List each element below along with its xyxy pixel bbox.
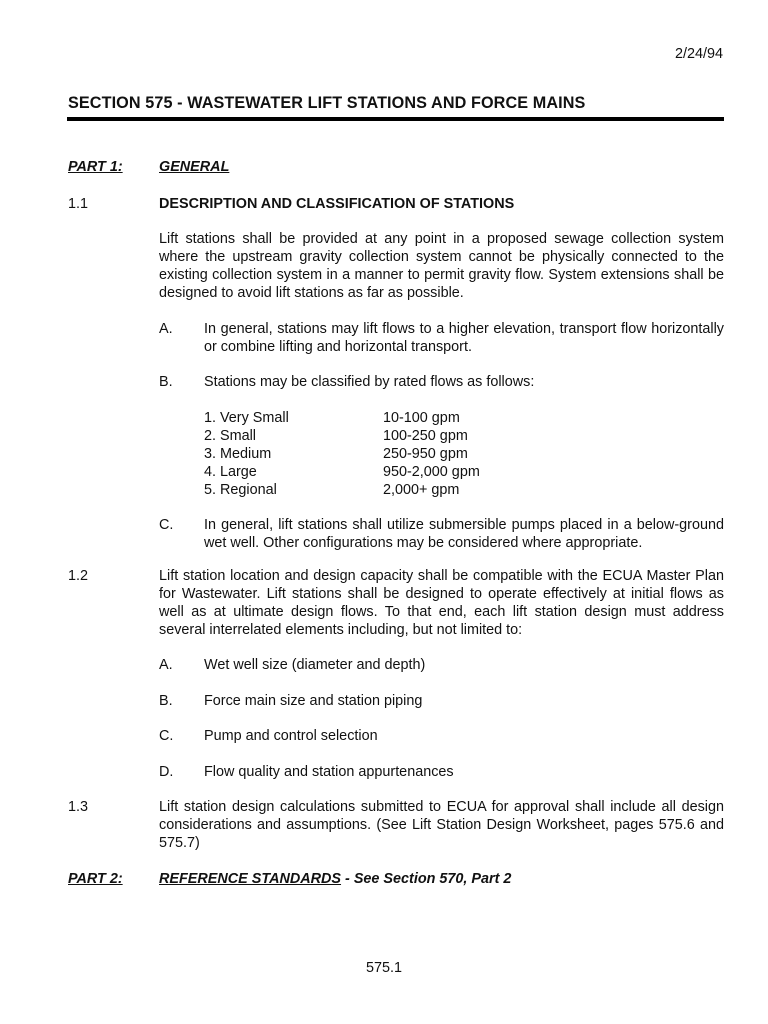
list-item-text: Wet well size (diameter and depth) — [204, 657, 426, 673]
classification-row — [204, 427, 480, 445]
class-flow: 250-950 gpm — [383, 446, 468, 462]
section-1-1-paragraph: Lift stations shall be provided at any point in a proposed sewage collection system where the upstream gravity collection system cannot be physically connected to the existing collection system in a manner to permit gravity flow. System extensions shall be designed to avoid lift stations as far as possible. — [159, 231, 724, 301]
item-a-text: In general, stations may lift flows to a higher elevation, transport flow horizontally or combine lifting and horizontal transport. — [204, 321, 724, 355]
page-number: 575.1 — [365, 960, 402, 976]
item-a-letter: A. — [159, 321, 173, 337]
section-1-1-number: 1.1 — [68, 196, 89, 212]
part-2-heading — [68, 870, 511, 888]
list-item-text: Flow quality and station appurtenances — [204, 764, 454, 780]
item-b-letter: B. — [159, 374, 173, 390]
class-name: 2. Small — [204, 428, 256, 444]
part-2-reference: - See Section 570, Part 2 — [341, 871, 512, 887]
section-1-2-number: 1.2 — [68, 568, 89, 584]
item-c-text: In general, lift stations shall utilize submersible pumps placed in a below-ground wet well. Other configurations may be considered where appropriate. — [204, 517, 724, 551]
part-2-title: REFERENCE STANDARDS — [159, 871, 342, 887]
list-item-letter: C. — [159, 728, 174, 744]
section-title: SECTION 575 - WASTEWATER LIFT STATIONS AND FORCE MAINS — [68, 94, 586, 112]
classification-row — [204, 481, 480, 499]
list-item-text: Force main size and station piping — [204, 693, 423, 709]
part-2-label: PART 2: — [68, 871, 123, 887]
class-name: 5. Regional — [204, 482, 277, 498]
station-classification-table — [204, 409, 480, 499]
class-flow: 2,000+ gpm — [383, 482, 460, 498]
classification-row — [204, 463, 480, 481]
section-1-2-paragraph: Lift station location and design capacity shall be compatible with the ECUA Master Plan for Wastewater. Lift stations shall be designed to operate effectively at initial flows as well as at ultimate design flows. To that end, each lift station design must address several interrelated elements including, but not limited to: — [159, 568, 724, 638]
class-flow: 10-100 gpm — [383, 410, 460, 426]
part-1-heading — [68, 158, 229, 176]
part-1-title: GENERAL — [159, 159, 230, 175]
list-item-letter: D. — [159, 764, 174, 780]
section-1-1-heading: DESCRIPTION AND CLASSIFICATION OF STATIONS — [159, 196, 515, 212]
list-item-text: Pump and control selection — [204, 728, 378, 744]
title-rule — [67, 117, 724, 121]
list-item-letter: A. — [159, 657, 173, 673]
classification-row — [204, 409, 480, 427]
document-date: 2/24/94 — [674, 46, 723, 62]
item-c-letter: C. — [159, 517, 174, 533]
section-1-3-number: 1.3 — [68, 799, 89, 815]
section-1-3-paragraph: Lift station design calculations submitted to ECUA for approval shall include all design considerations and assumptions. (See Lift Station Design Worksheet, pages 575.6 and 575.7) — [159, 799, 724, 851]
class-name: 4. Large — [204, 464, 257, 480]
class-flow: 100-250 gpm — [383, 428, 468, 444]
class-name: 1. Very Small — [204, 410, 289, 426]
list-item-letter: B. — [159, 693, 173, 709]
class-flow: 950-2,000 gpm — [383, 464, 480, 480]
item-b-text: Stations may be classified by rated flows as follows: — [204, 374, 535, 390]
class-name: 3. Medium — [204, 446, 272, 462]
part-1-label: PART 1: — [68, 159, 123, 175]
classification-row — [204, 445, 480, 463]
